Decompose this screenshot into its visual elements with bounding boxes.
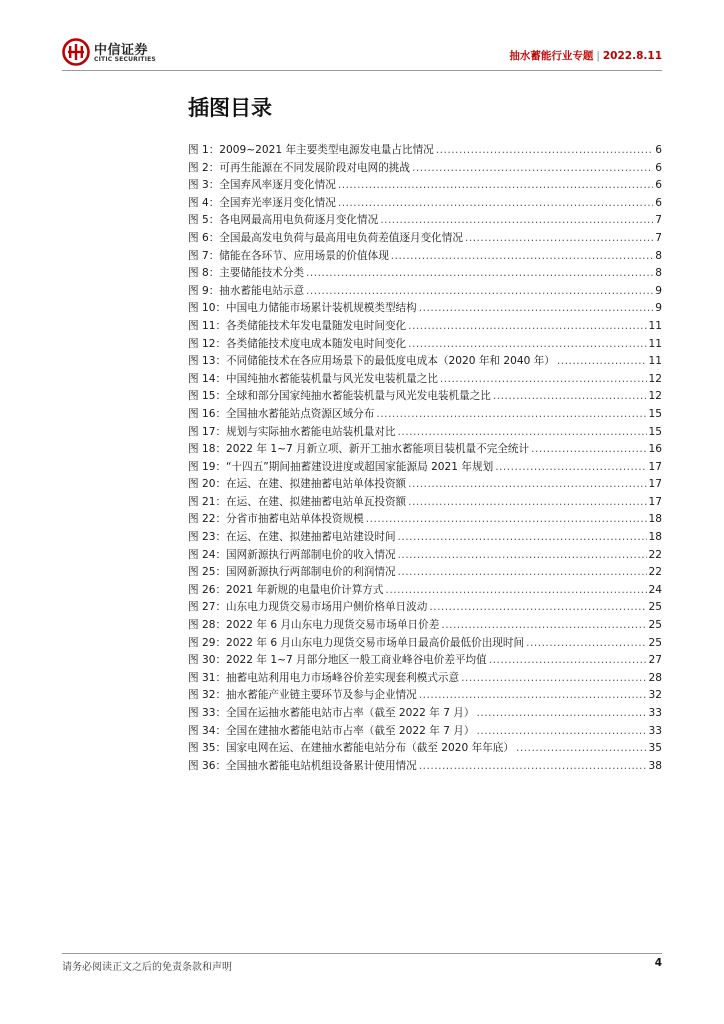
toc-dot-leader (419, 758, 647, 776)
toc-entry-page: 25 (648, 619, 662, 632)
toc-entry-title: 图 26：2021 年新规的电量电价计算方式 (188, 583, 384, 596)
toc-entry-page: 18 (648, 531, 662, 544)
toc-entry[interactable] (188, 599, 662, 617)
toc-entry-title: 图 17：规划与实际抽水蓄能电站装机量对比 (188, 425, 396, 438)
figure-table-of-contents (188, 142, 662, 775)
toc-entry-page: 35 (648, 742, 662, 755)
toc-dot-leader (386, 582, 647, 600)
toc-entry[interactable] (188, 388, 662, 406)
toc-entry[interactable] (188, 248, 662, 266)
toc-entry-page: 17 (648, 495, 662, 508)
toc-entry[interactable] (188, 687, 662, 705)
toc-dot-leader (408, 336, 646, 354)
toc-entry-page: 12 (648, 372, 662, 385)
toc-entry[interactable] (188, 353, 662, 371)
toc-entry[interactable] (188, 441, 662, 459)
toc-dot-leader (465, 230, 653, 248)
header-separator: | (596, 50, 600, 62)
toc-entry-page: 12 (648, 390, 662, 403)
toc-entry-page: 11 (648, 319, 662, 332)
toc-dot-leader (376, 406, 646, 424)
toc-entry[interactable] (188, 705, 662, 723)
toc-entry[interactable] (188, 723, 662, 741)
toc-entry[interactable] (188, 212, 662, 230)
toc-entry[interactable] (188, 142, 662, 160)
toc-dot-leader (440, 371, 647, 389)
toc-entry-title: 图 22：分省市抽蓄电站单体投资规模 (188, 513, 364, 526)
toc-entry-title: 图 21：在运、在建、拟建抽蓄电站单瓦投资额 (188, 495, 407, 508)
toc-entry[interactable] (188, 177, 662, 195)
toc-dot-leader (338, 195, 653, 213)
toc-dot-leader (306, 283, 653, 301)
toc-entry[interactable] (188, 529, 662, 547)
toc-entry-page: 22 (648, 566, 662, 579)
toc-dot-leader (419, 300, 654, 318)
toc-entry-title: 图 24：国网新源执行两部制电价的收入情况 (188, 548, 396, 561)
header-report-info (509, 48, 662, 63)
toc-entry-page: 33 (648, 724, 662, 737)
toc-entry[interactable] (188, 230, 662, 248)
toc-dot-leader (408, 476, 646, 494)
toc-entry-title: 图 3：全国弃风率逐月变化情况 (188, 179, 336, 192)
toc-entry-title: 图 4：全国弃光率逐月变化情况 (188, 196, 336, 209)
toc-dot-leader (306, 265, 653, 283)
toc-dot-leader (516, 740, 647, 758)
toc-entry-page: 8 (655, 249, 662, 262)
toc-dot-leader (489, 652, 647, 670)
toc-entry-title: 图 28：2022 年 6 月山东电力现货交易市场单日价差 (188, 619, 440, 632)
toc-dot-leader (412, 160, 653, 178)
toc-dot-leader (461, 670, 646, 688)
toc-dot-leader (408, 494, 646, 512)
toc-entry-title: 图 19：“十四五”期间抽蓄建设进度或超国家能源局 2021 年规划 (188, 460, 494, 473)
toc-entry[interactable] (188, 476, 662, 494)
footer-divider (62, 953, 662, 954)
toc-entry-title: 图 15：全球和部分国家纯抽水蓄能装机量与风光发电装机量之比 (188, 390, 491, 403)
toc-entry-page: 25 (648, 636, 662, 649)
toc-entry-page: 9 (655, 284, 662, 297)
toc-entry[interactable] (188, 160, 662, 178)
toc-entry-title: 图 1：2009~2021 年主要类型电源发电量占比情况 (188, 144, 434, 156)
toc-dot-leader (380, 212, 653, 230)
toc-dot-leader (391, 248, 653, 266)
toc-entry-page: 16 (648, 443, 662, 456)
toc-entry-page: 6 (655, 161, 662, 174)
toc-entry[interactable] (188, 406, 662, 424)
toc-entry-title: 图 20：在运、在建、拟建抽蓄电站单体投资额 (188, 478, 407, 491)
toc-dot-leader (441, 617, 646, 635)
report-date: 2022.8.11 (602, 50, 662, 62)
toc-entry-title: 图 14：中国纯抽水蓄能装机量与风光发电装机量之比 (188, 372, 438, 385)
toc-entry[interactable] (188, 300, 662, 318)
toc-entry[interactable] (188, 547, 662, 565)
toc-entry-page: 27 (648, 654, 662, 667)
citic-logo-icon (62, 38, 90, 66)
toc-entry-page: 11 (648, 355, 662, 368)
toc-dot-leader (398, 564, 647, 582)
toc-dot-leader (408, 318, 646, 336)
toc-entry[interactable] (188, 318, 662, 336)
page-title: 插图目录 (188, 96, 272, 120)
toc-entry-page: 15 (648, 407, 662, 420)
toc-dot-leader (429, 599, 646, 617)
logo-english-name: CITIC SECURITIES (94, 56, 156, 63)
toc-entry[interactable] (188, 635, 662, 653)
toc-entry[interactable] (188, 758, 662, 776)
toc-entry-page: 6 (655, 179, 662, 192)
toc-entry-page: 11 (648, 337, 662, 350)
toc-entry-page: 24 (648, 583, 662, 596)
page-header (0, 0, 724, 72)
toc-dot-leader (398, 547, 647, 565)
toc-entry-title: 图 25：国网新源执行两部制电价的利润情况 (188, 566, 396, 579)
report-topic: 抽水蓄能行业专题 (509, 50, 594, 62)
toc-dot-leader (477, 723, 647, 741)
toc-dot-leader (477, 705, 647, 723)
toc-dot-leader (526, 635, 646, 653)
toc-dot-leader (493, 388, 647, 406)
toc-entry[interactable] (188, 265, 662, 283)
footer-disclaimer: 请务必阅读正文之后的免责条款和声明 (62, 962, 232, 973)
toc-entry-title: 图 9：抽水蓄能电站示意 (188, 284, 305, 297)
toc-entry-title: 图 12：各类储能技术度电成本随发电时间变化 (188, 337, 407, 350)
toc-dot-leader (398, 529, 647, 547)
toc-entry-title: 图 2：可再生能源在不同发展阶段对电网的挑战 (188, 161, 410, 174)
toc-entry-title: 图 34：全国在建抽水蓄能电站市占率（截至 2022 年 7 月） (188, 724, 475, 737)
toc-entry-page: 32 (648, 689, 662, 702)
toc-entry-page: 18 (648, 513, 662, 526)
toc-entry[interactable] (188, 336, 662, 354)
toc-entry-title: 图 10：中国电力储能市场累计装机规模类型结构 (188, 302, 417, 315)
toc-entry[interactable] (188, 195, 662, 213)
toc-entry-page: 8 (655, 267, 662, 280)
toc-entry-title: 图 31：抽蓄电站利用电力市场峰谷价差实现套利模式示意 (188, 671, 460, 684)
toc-dot-leader (531, 441, 646, 459)
toc-entry-title: 图 30：2022 年 1~7 月部分地区一般工商业峰谷电价差平均值 (188, 654, 487, 667)
toc-entry-page: 15 (648, 425, 662, 438)
toc-entry-title: 图 32：抽水蓄能产业链主要环节及参与企业情况 (188, 689, 417, 702)
toc-entry-page: 33 (648, 707, 662, 719)
toc-entry[interactable] (188, 670, 662, 688)
toc-entry[interactable] (188, 494, 662, 512)
toc-entry-title: 图 29：2022 年 6 月山东电力现货交易市场单日最高价最低价出现时间 (188, 636, 525, 649)
toc-entry[interactable] (188, 459, 662, 477)
toc-entry[interactable] (188, 564, 662, 582)
toc-entry[interactable] (188, 582, 662, 600)
toc-dot-leader (419, 687, 647, 705)
toc-entry[interactable] (188, 740, 662, 758)
toc-entry-title: 图 27：山东电力现货交易市场用户侧价格单日波动 (188, 601, 428, 614)
toc-entry-title: 图 6：全国最高发电负荷与最高用电负荷差值逐月变化情况 (188, 231, 463, 244)
toc-entry-title: 图 8：主要储能技术分类 (188, 267, 305, 280)
toc-dot-leader (495, 459, 646, 477)
toc-entry-title: 图 36：全国抽水蓄能电站机组设备累计使用情况 (188, 759, 417, 772)
toc-entry[interactable] (188, 371, 662, 389)
toc-entry-title: 图 23：在运、在建、拟建抽蓄电站建设时间 (188, 531, 396, 544)
toc-entry-page: 38 (648, 759, 662, 772)
header-divider (62, 70, 662, 71)
toc-entry[interactable] (188, 424, 662, 442)
toc-entry-page: 17 (648, 478, 662, 491)
toc-entry-title: 图 11：各类储能技术年发电量随发电时间变化 (188, 319, 407, 332)
toc-entry-page: 25 (648, 601, 662, 614)
toc-entry-title: 图 35：国家电网在运、在建抽水蓄能电站分布（截至 2020 年年底） (188, 742, 514, 755)
toc-dot-leader (436, 142, 653, 160)
toc-entry-page: 6 (655, 144, 662, 156)
toc-entry-title: 图 5：各电网最高用电负荷逐月变化情况 (188, 214, 379, 227)
toc-entry-page: 7 (655, 231, 662, 244)
toc-entry-page: 6 (655, 196, 662, 209)
toc-entry[interactable] (188, 652, 662, 670)
toc-entry[interactable] (188, 511, 662, 529)
toc-entry-page: 9 (655, 302, 662, 315)
toc-dot-leader (398, 424, 647, 442)
toc-dot-leader (366, 511, 647, 529)
toc-dot-leader (557, 353, 647, 371)
logo-chinese-name: 中信证券 (94, 43, 149, 58)
toc-entry-title: 图 13：不同储能技术在各应用场景下的最低度电成本（2020 年和 2040 年） (188, 355, 555, 368)
page-number: 4 (654, 957, 662, 969)
toc-entry-title: 图 18：2022 年 1~7 月新立项、新开工抽水蓄能项目装机量不完全统计 (188, 443, 530, 456)
toc-entry-page: 17 (648, 460, 662, 473)
toc-entry-page: 28 (648, 671, 662, 684)
toc-entry-title: 图 16：全国抽水蓄能站点资源区域分布 (188, 407, 375, 420)
toc-entry[interactable] (188, 617, 662, 635)
toc-entry-title: 图 7：储能在各环节、应用场景的价值体现 (188, 249, 389, 262)
toc-entry-page: 22 (648, 548, 662, 561)
toc-entry[interactable] (188, 283, 662, 301)
citic-securities-logo (62, 38, 172, 68)
toc-entry-page: 7 (655, 214, 662, 227)
toc-dot-leader (338, 177, 653, 195)
toc-entry-title: 图 33：全国在运抽水蓄能电站市占率（截至 2022 年 7 月） (188, 707, 475, 719)
